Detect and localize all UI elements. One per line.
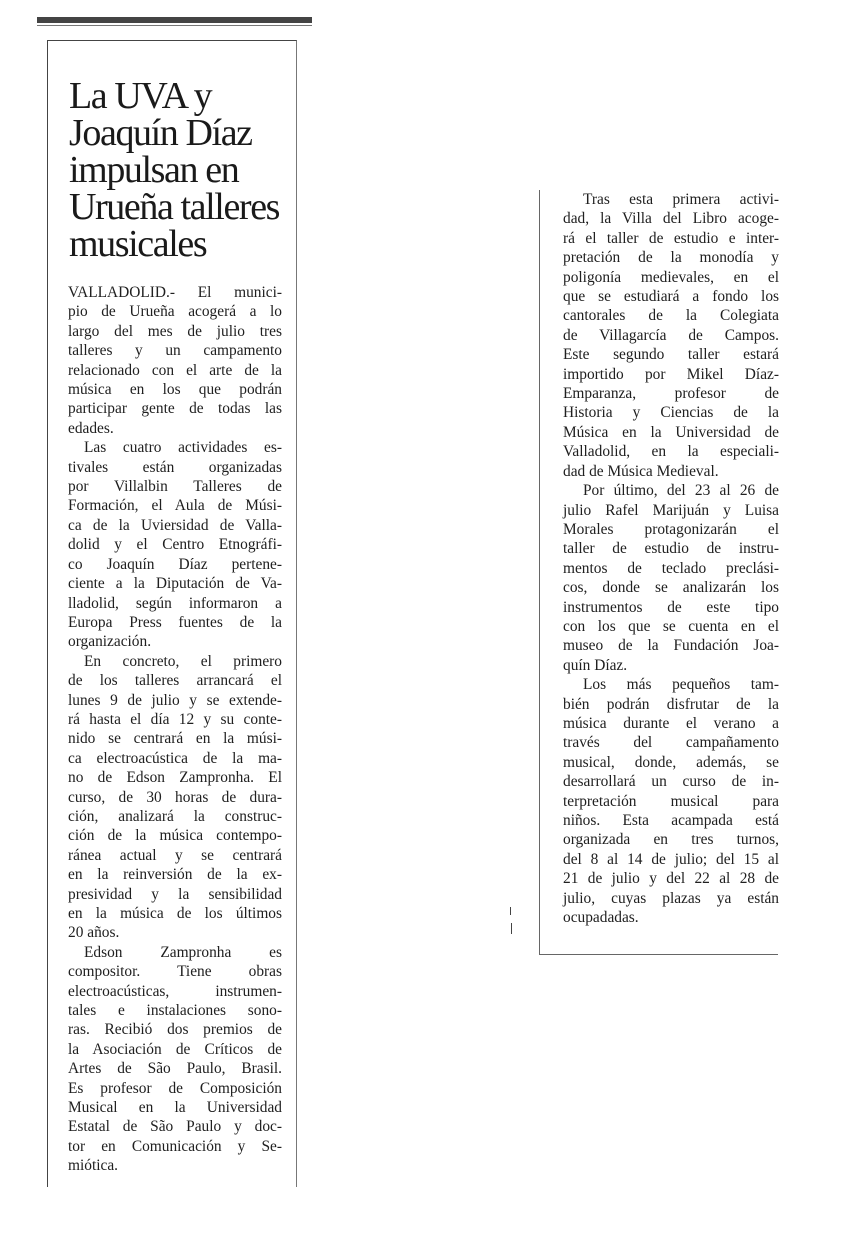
text-line: dolid y el Centro Etnográfi- [68,536,282,554]
paragraph [563,481,779,675]
text-line: Estatal de São Paulo y doc- [68,1118,282,1136]
paragraph [68,283,282,438]
headline-line: Urueña talleres [69,186,280,228]
text-line: tales e instalaciones sono- [68,1002,282,1020]
text-line: del 8 al 14 de julio; del 15 al [563,850,779,868]
paragraph [68,438,282,651]
paragraph [563,190,779,481]
text-line: Musical en la Universidad [68,1099,282,1117]
text-line: rá hasta el día 12 y su conte- [68,710,282,728]
text-line: participar gente de todas las [68,400,282,418]
text-line: dad de Música Medieval. [563,462,719,480]
text-line: relacionado con el arte de la [68,361,282,379]
scan-mark [511,923,512,934]
text-line: ca electroacústica de la ma- [68,749,282,767]
text-line: niños. Esta acampada está [563,812,779,829]
text-line: cantorales de la Colegiata [563,307,779,325]
text-line: con los que se cuenta en el [563,617,779,635]
text-line: Por último, del 23 al 26 de [583,482,779,500]
text-line: talleres y un campamento [68,342,282,360]
text-line: tivales están organizadas [68,458,282,476]
text-line: taller de estudio de instru- [563,540,779,558]
text-line: la Asociación de Críticos de [68,1040,282,1058]
text-line: Es profesor de Composición [68,1079,282,1097]
text-line: electroacústicas, instrumen- [68,982,282,1000]
text-line: ca de la Uviersidad de Valla- [68,516,282,534]
text-line: Emparanza, profesor de [563,385,779,403]
text-line: mentos de teclado preclási- [563,559,779,577]
headline [69,75,297,265]
text-line: bién podrán disfrutar de la [563,695,779,713]
text-line: ocupadadas. [563,909,639,927]
text-line: organizada en tres turnos, [563,831,779,849]
text-line: lladolid, según informaron a [68,594,282,612]
text-line: ránea actual y se centrará [68,846,282,864]
paragraph [68,652,282,943]
text-line: través del campañamento [563,734,779,752]
text-line: Las cuatro actividades es- [84,439,282,457]
top-rule-thin [37,25,312,26]
top-rule [37,17,312,23]
text-line: por Villalbin Talleres de [68,478,282,496]
text-line: Historia y Ciencias de la [563,404,779,422]
text-line: nido se centrará en la músi- [68,730,282,748]
text-line: desarrollará un curso de in- [563,773,779,791]
text-line: quín Díaz. [563,656,628,674]
text-line: cos, donde se analizarán los [563,579,779,597]
text-line: poligonía medievales, en el [563,268,779,286]
text-line: Formación, el Aula de Músi- [68,497,282,515]
text-line: terpretación musical para [563,792,779,810]
text-line: en la reinversión de la ex- [68,866,282,884]
scan-mark [510,907,511,915]
text-line: edades. [68,419,114,437]
text-line: ras. Recibió dos premios de [68,1021,282,1039]
text-line: dad, la Villa del Libro acoge- [563,210,779,228]
text-line: no de Edson Zampronha. El [68,769,282,787]
paragraph [563,675,779,927]
text-line: Valladolid, en la especiali- [563,443,779,461]
text-line: co Joaquín Díaz pertene- [68,555,282,573]
text-line: julio, cuyas plazas ya están [563,889,779,907]
text-line: museo de la Fundación Joa- [563,637,779,655]
headline-line: impulsan en [69,149,239,191]
text-line: Tras esta primera activi- [583,191,779,208]
text-line: musical, donde, además, se [563,753,779,771]
paragraph [68,943,282,1176]
text-line: que se estudiará a fondo los [563,288,779,306]
text-line: Edson Zampronha es [84,943,282,961]
text-line: organización. [68,633,152,651]
text-line: música durante el verano a [563,714,779,732]
text-line: 21 de julio y del 22 al 28 de [563,870,779,888]
text-line: ción de la música contempo- [68,827,282,845]
text-line: en la música de los últimos [68,905,282,922]
text-line: Artes de São Paulo, Brasil. [68,1060,282,1078]
text-line: ción, analizará la construc- [68,807,282,825]
text-line: pretación de la monodía y [563,249,779,267]
text-line: presividad y la sensibilidad [68,885,282,903]
right-column-text [563,190,779,927]
text-line: de Villagarcía de Campos. [563,326,779,344]
headline-line: Joaquín Díaz [69,112,252,154]
text-line: compositor. Tiene obras [68,963,282,981]
text-line: pio de Urueña acogerá a lo [68,303,282,321]
text-line: de los talleres arrancará el [68,672,282,690]
text-line: Morales protagonizarán el [563,520,779,538]
text-line: Europa Press fuentes de la [68,613,282,631]
text-line: lunes 9 de julio y se extende- [68,691,282,709]
text-line: curso, de 30 horas de dura- [68,788,282,806]
text-line: música en los que podrán [68,381,282,399]
text-line: importido por Mikel Díaz- [563,365,779,383]
text-line: Música en la Universidad de [563,423,779,441]
text-line: rá el taller de estudio e inter- [563,229,779,247]
text-line: VALLADOLID.- El munici- [68,284,282,301]
text-line: instrumentos de este tipo [563,598,779,616]
text-line: miótica. [68,1157,119,1175]
text-line: largo del mes de julio tres [68,322,282,340]
text-line: tor en Comunicación y Se- [68,1137,282,1155]
left-column-text [68,283,282,1176]
text-line: 20 años. [68,924,120,942]
headline-line: musicales [69,223,207,265]
text-line: En concreto, el primero [84,652,282,670]
text-line: ciente a la Diputación de Va- [68,575,282,593]
text-line: Los más pequeños tam- [583,676,779,694]
text-line: julio Rafel Marijuán y Luisa [563,501,779,519]
headline-line: La UVA y [69,75,212,117]
text-line: Este segundo taller estará [563,346,779,364]
